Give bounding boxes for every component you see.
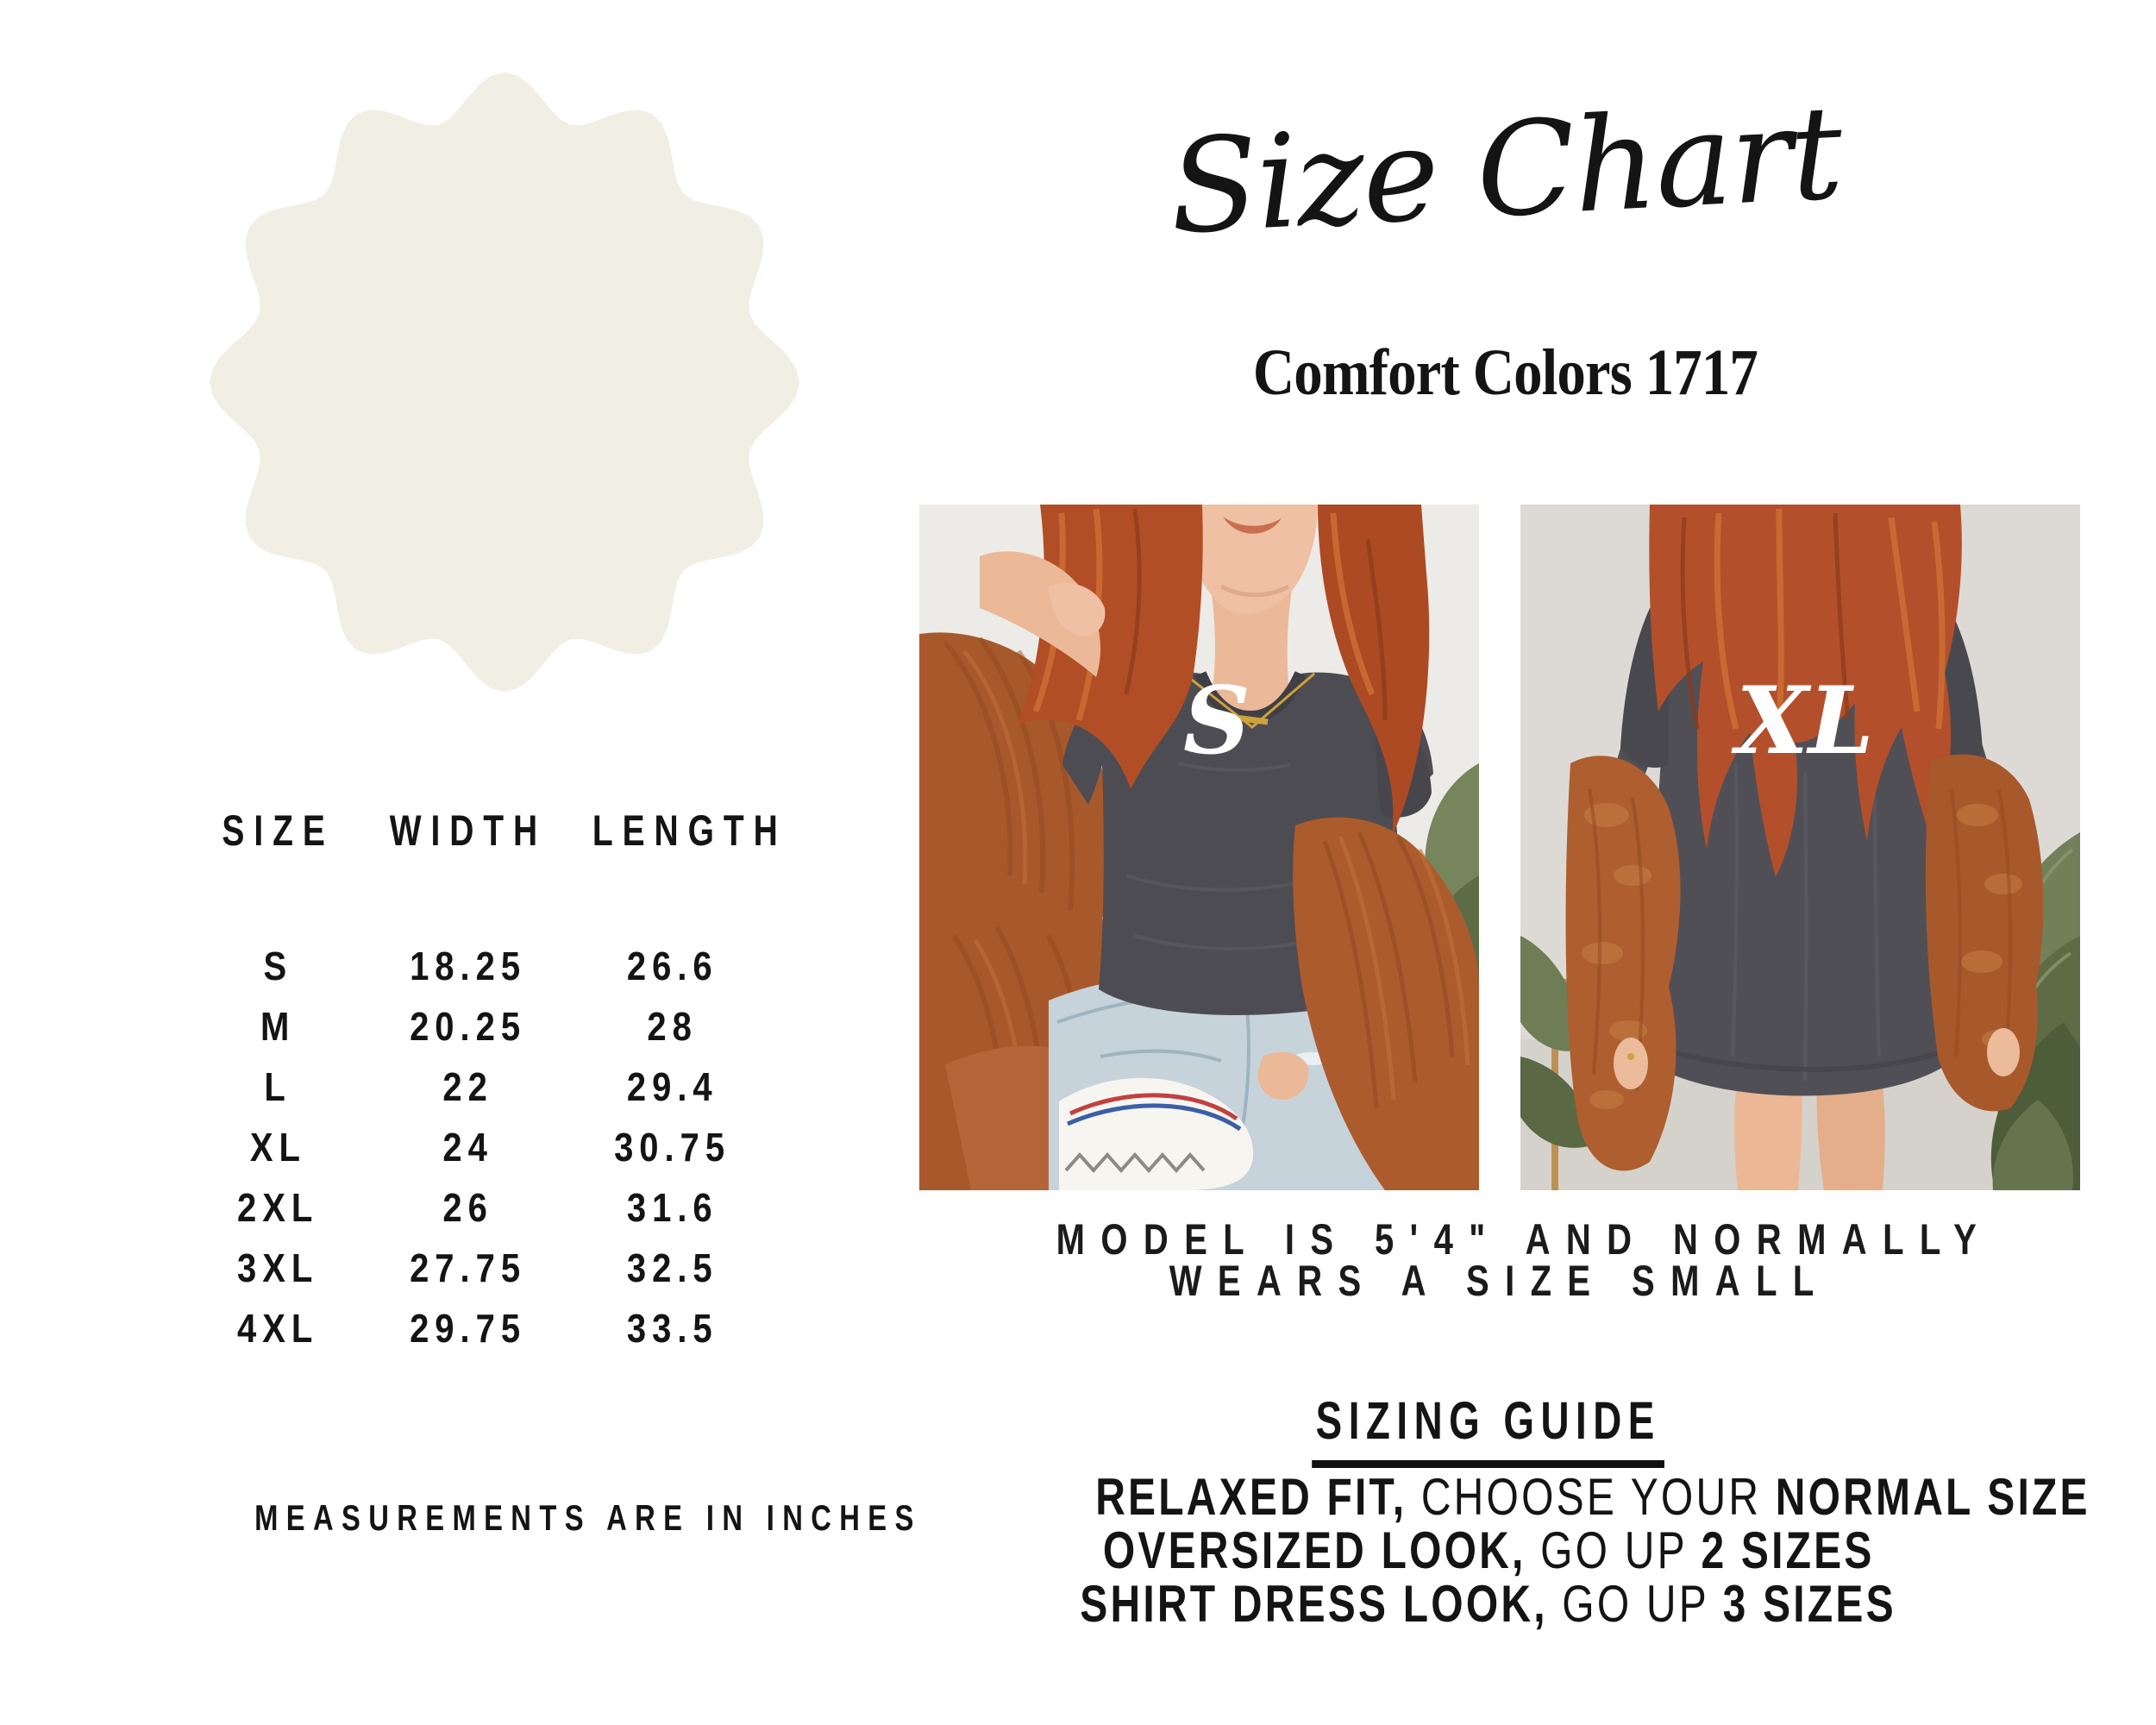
length-value: 32.5 xyxy=(627,1245,718,1290)
length-value: 30.75 xyxy=(614,1125,731,1170)
model-photo-s-illustration xyxy=(919,505,1479,1190)
table-cell-width xyxy=(362,1057,573,1117)
width-value: 29.75 xyxy=(410,1306,526,1351)
size-value: L xyxy=(264,1064,292,1109)
guide-bold-segment: SHIRT DRESS LOOK, xyxy=(1080,1575,1549,1633)
width-value: 27.75 xyxy=(410,1245,526,1290)
model-caption-line1-text: MODEL IS 5'4" AND NORMALLY xyxy=(1056,1215,1993,1264)
size-value: S xyxy=(263,944,293,988)
table-column-width xyxy=(362,936,573,1358)
table-cell-width xyxy=(362,1298,573,1358)
scalloped-blob-decoration xyxy=(207,71,802,693)
scalloped-blob-shape xyxy=(210,72,799,692)
guide-bold-segment: NORMAL SIZE xyxy=(1775,1468,2090,1526)
measurements-footnote-text: MEASUREMENTS ARE IN INCHES xyxy=(254,1497,922,1538)
sizing-guide-line xyxy=(971,1468,2090,1526)
table-cell-length xyxy=(565,936,780,996)
sizing-guide-title-text: SIZING GUIDE xyxy=(1312,1391,1664,1468)
guide-regular-segment: CHOOSE YOUR xyxy=(1407,1468,1776,1526)
length-value: 26.6 xyxy=(627,944,718,988)
guide-regular-segment: GO UP xyxy=(1526,1521,1702,1579)
guide-bold-segment: OVERSIZED LOOK, xyxy=(1102,1521,1526,1579)
table-header-length xyxy=(565,805,787,856)
measurements-footnote xyxy=(160,1497,922,1539)
page-subtitle xyxy=(1160,336,1850,409)
table-cell-length xyxy=(565,996,780,1057)
table-cell-length xyxy=(565,1117,780,1177)
guide-bold-segment: 3 SIZES xyxy=(1723,1575,1897,1633)
shirt-size-letter-xl: XL xyxy=(1736,667,1874,775)
length-value: 28 xyxy=(647,1004,699,1049)
size-value: 2XL xyxy=(237,1185,319,1230)
table-cell-width xyxy=(362,1117,573,1177)
table-header-width xyxy=(362,805,573,856)
length-value: 29.4 xyxy=(627,1064,718,1109)
model-caption-line2-text: WEARS A SIZE SMALL xyxy=(1169,1257,1830,1305)
table-cell-length xyxy=(565,1298,780,1358)
table-header-size-label: SIZE xyxy=(222,806,335,855)
table-column-length xyxy=(565,936,780,1358)
table-cell-length xyxy=(565,1238,780,1298)
width-value: 22 xyxy=(442,1064,493,1109)
sizing-guide-lines xyxy=(971,1468,2090,1633)
model-caption-line2 xyxy=(939,1256,2060,1306)
jacket-fallen-right xyxy=(1926,755,2044,1112)
width-value: 20.25 xyxy=(410,1004,526,1049)
size-value: 3XL xyxy=(237,1245,319,1290)
page-subtitle-text: Comfort Colors 1717 xyxy=(1252,336,1758,409)
sizing-guide-line xyxy=(971,1575,2006,1633)
width-value: 18.25 xyxy=(410,944,526,988)
table-cell-width xyxy=(362,1177,573,1238)
length-value: 33.5 xyxy=(627,1306,718,1351)
sizing-guide-line xyxy=(971,1521,2006,1579)
size-value: XL xyxy=(249,1125,307,1170)
jacket-fallen-left xyxy=(1566,756,1681,1170)
table-cell-width xyxy=(362,936,573,996)
table-header-width-label: WIDTH xyxy=(389,806,547,855)
guide-regular-segment: GO UP xyxy=(1548,1575,1724,1633)
model-photo-size-xl xyxy=(1520,505,2080,1190)
size-value: M xyxy=(260,1004,296,1049)
table-cell-length xyxy=(565,1057,780,1117)
width-value: 24 xyxy=(442,1125,493,1170)
model-photo-xl-illustration xyxy=(1520,505,2080,1190)
table-cell-width xyxy=(362,996,573,1057)
guide-bold-segment: 2 SIZES xyxy=(1701,1521,1875,1579)
sizing-guide-title xyxy=(1144,1390,1833,1451)
table-header-length-label: LENGTH xyxy=(592,806,787,855)
length-value: 31.6 xyxy=(627,1185,718,1230)
scalloped-blob-svg xyxy=(207,71,802,693)
width-value: 26 xyxy=(442,1185,493,1230)
model-photo-size-s xyxy=(919,505,1479,1190)
page-title-text: Size Chart xyxy=(1165,78,1845,264)
size-value: 4XL xyxy=(237,1306,319,1351)
table-cell-length xyxy=(565,1177,780,1238)
shirt-size-letter-s: S xyxy=(1183,667,1250,775)
page-title xyxy=(1112,67,1897,309)
table-cell-width xyxy=(362,1238,573,1298)
guide-bold-segment: RELAXED FIT, xyxy=(1095,1468,1407,1526)
